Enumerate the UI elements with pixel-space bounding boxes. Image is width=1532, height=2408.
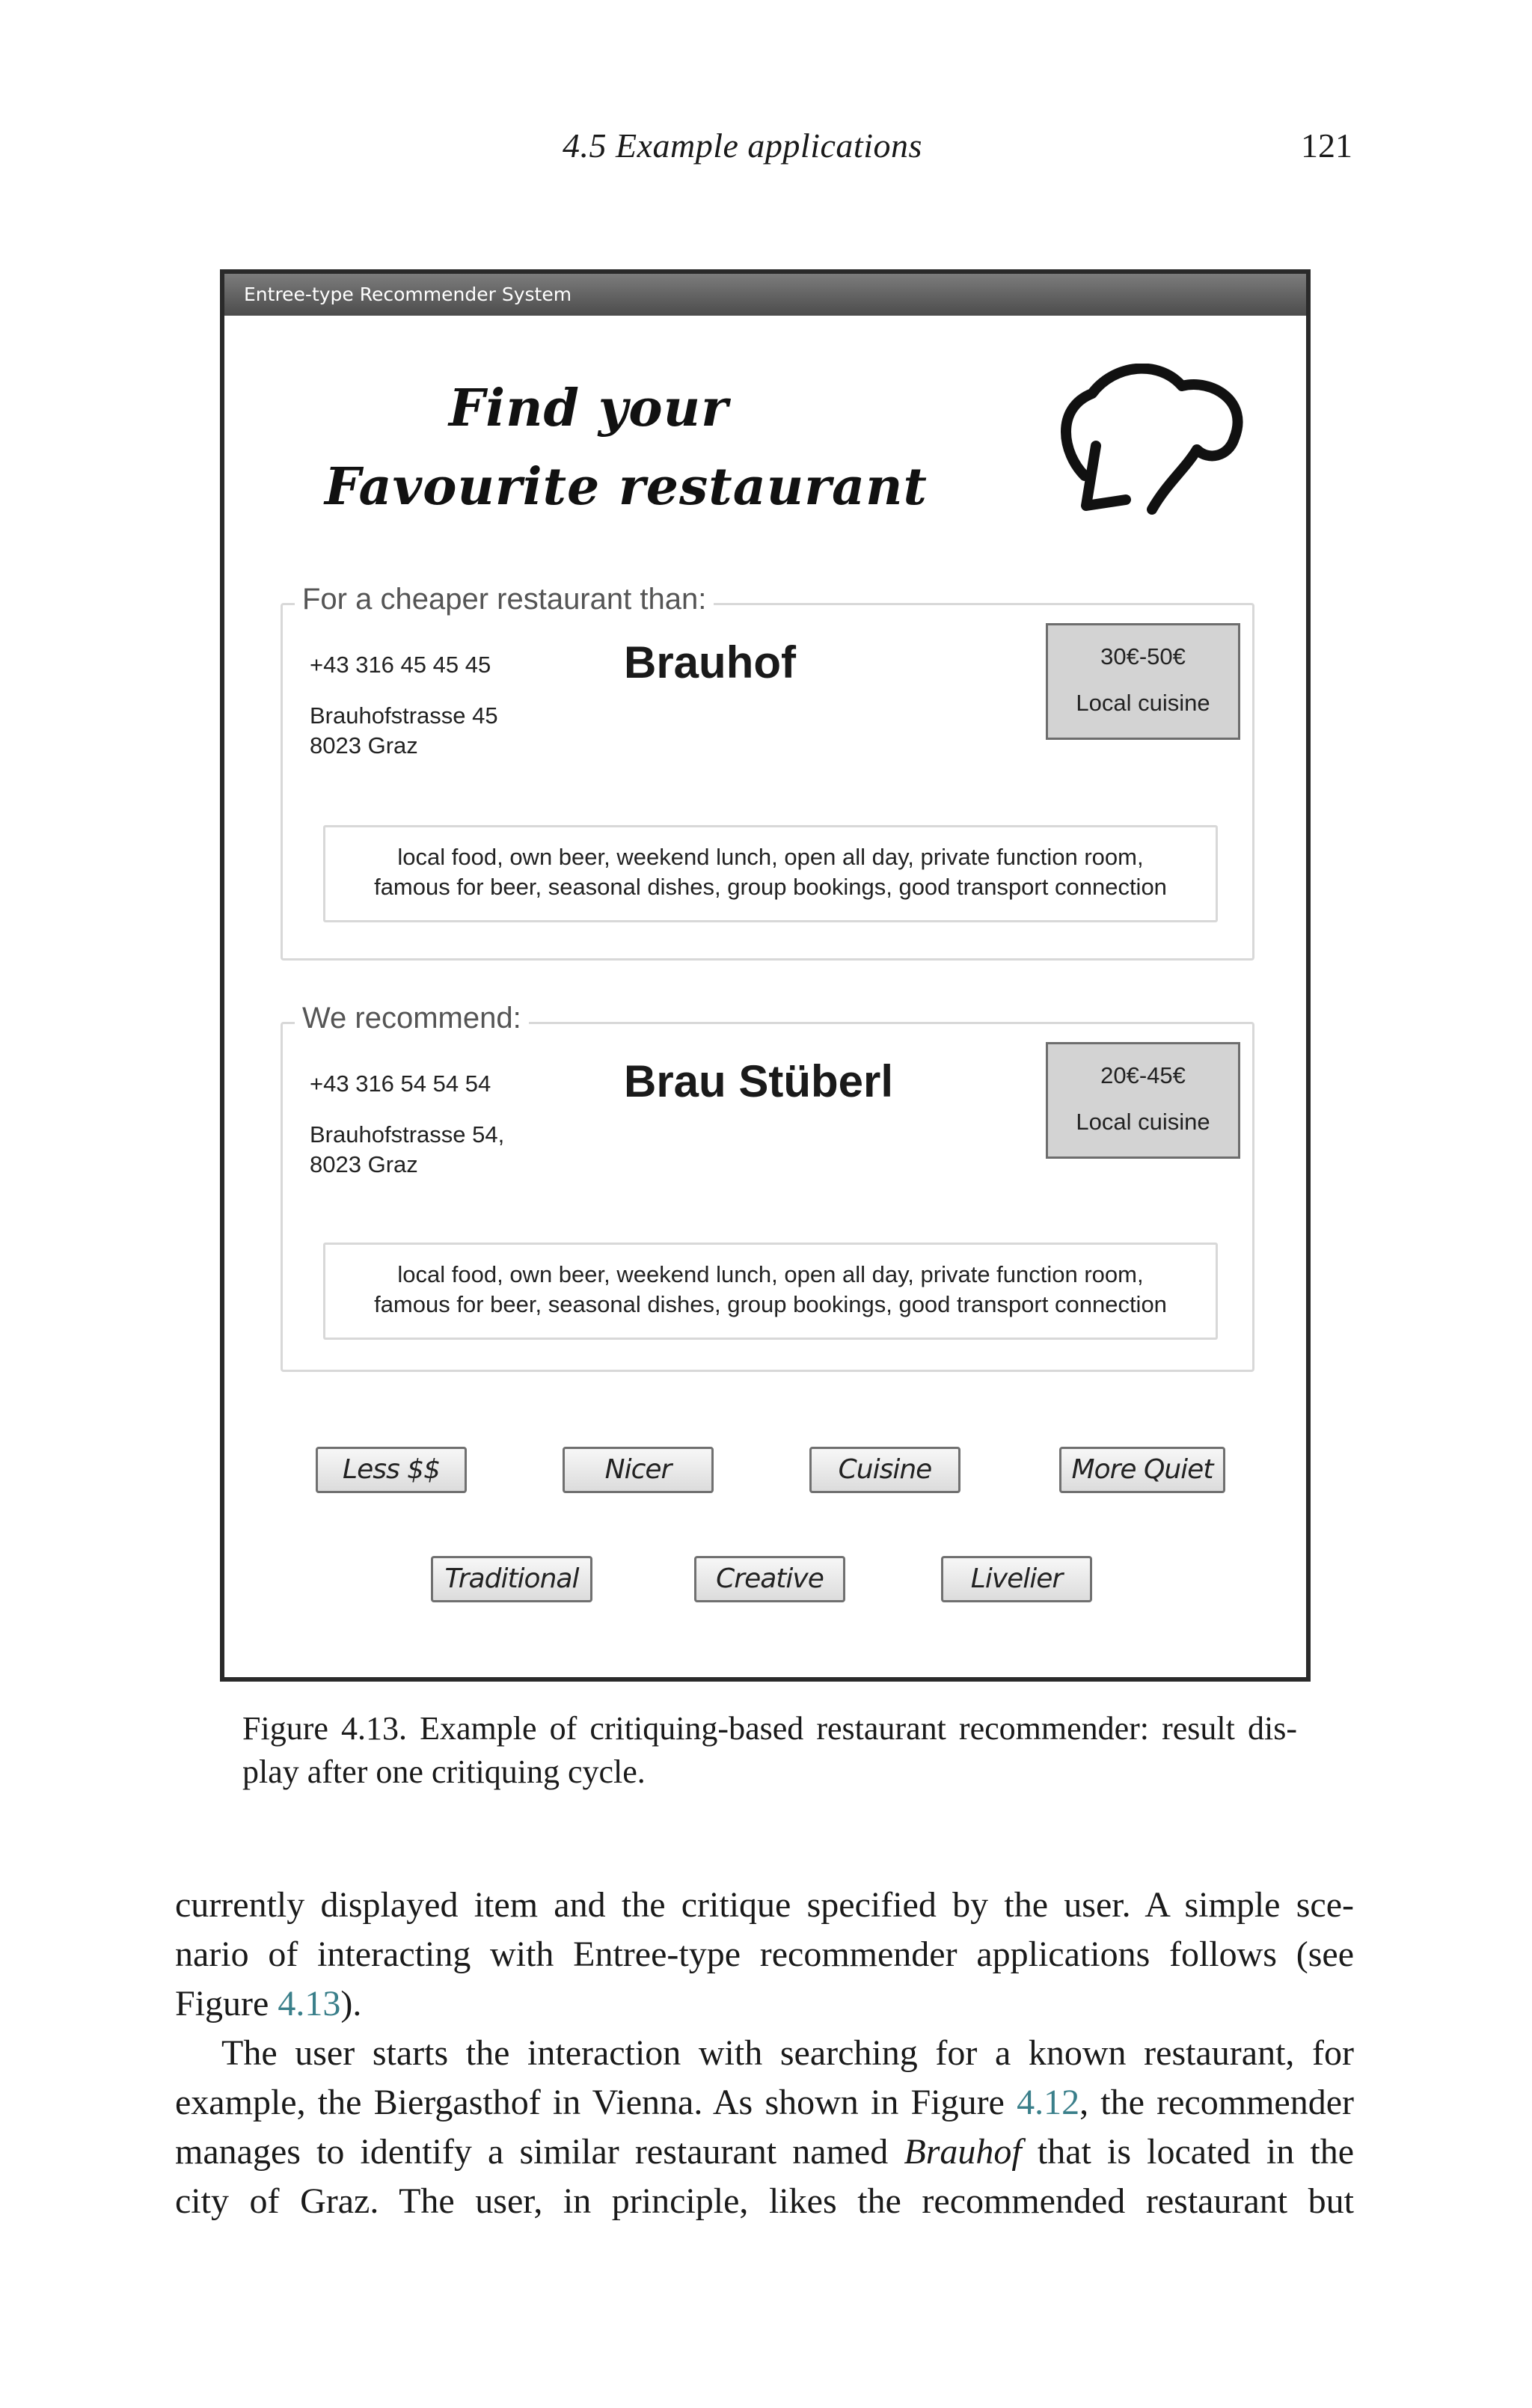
running-head	[0, 126, 1532, 171]
paragraph-text: example, the Biergasthof in Vienna. As shown in Figure	[175, 2083, 1017, 2122]
recommendation-price: 20€-45€	[1100, 1062, 1186, 1088]
paragraph-1	[175, 1881, 1354, 2029]
paragraph-line: The user starts the interaction with searching for a known restaurant, for	[221, 2033, 1354, 2073]
less-cost-button[interactable]: Less $$	[316, 1447, 467, 1493]
running-title: 4.5 Example applications	[563, 126, 922, 165]
recommendation-description	[323, 1243, 1218, 1340]
recommendation-address	[310, 1120, 504, 1180]
headline-line2: Favourite restaurant	[325, 457, 928, 517]
recommendation-cuisine: Local cuisine	[1076, 1109, 1210, 1135]
recommendation-panel	[281, 1002, 1254, 1372]
paragraph-line: currently displayed item and the critique specified by the user. A simple sce-	[175, 1885, 1354, 1925]
reference-address-city: 8023 Graz	[310, 732, 418, 759]
page-number: 121	[1301, 126, 1352, 165]
recommendation-description-line: local food, own beer, weekend lunch, open all day, private function room,	[397, 1261, 1144, 1287]
recommendation-legend: We recommend:	[295, 1002, 529, 1035]
window-titlebar: Entree-type Recommender System	[224, 274, 1306, 316]
figure-reference-link[interactable]: 4.13	[278, 1984, 341, 2023]
figure-caption	[242, 1707, 1297, 1794]
traditional-button[interactable]: Traditional	[431, 1556, 592, 1602]
emphasized-name: Brauhof	[904, 2132, 1022, 2172]
recommendation-address-city: 8023 Graz	[310, 1151, 418, 1177]
recommendation-price-box	[1046, 1042, 1240, 1159]
recommender-window	[220, 269, 1311, 1682]
reference-restaurant-panel	[281, 583, 1254, 961]
paragraph-2	[175, 2029, 1354, 2226]
paragraph-line	[175, 1979, 1354, 2029]
paragraph-line	[175, 2078, 1354, 2127]
creative-button[interactable]: Creative	[694, 1556, 845, 1602]
reference-price: 30€-50€	[1100, 643, 1186, 670]
paragraph-text: that is located in the	[1021, 2132, 1354, 2172]
reference-legend: For a cheaper restaurant than:	[295, 583, 714, 616]
cuisine-button[interactable]: Cuisine	[809, 1447, 960, 1493]
reference-address-street: Brauhofstrasse 45	[310, 702, 498, 729]
paragraph-line	[175, 2127, 1354, 2177]
reference-phone: +43 316 45 45 45	[310, 652, 491, 678]
caption-line: Figure 4.13. Example of critiquing-based restaurant recommender: result dis-	[242, 1710, 1297, 1747]
reference-address	[310, 701, 498, 761]
figure-reference-link[interactable]: 4.12	[1017, 2083, 1080, 2122]
livelier-button[interactable]: Livelier	[941, 1556, 1092, 1602]
recommendation-description-line: famous for beer, seasonal dishes, group bookings, good transport connection	[374, 1291, 1167, 1317]
paragraph-line: city of Graz. The user, in principle, likes the recommended restaurant but	[175, 2181, 1354, 2221]
reference-description	[323, 825, 1218, 922]
reference-description-line: famous for beer, seasonal dishes, group bookings, good transport connection	[374, 874, 1167, 900]
caption-line: play after one critiquing cycle.	[242, 1753, 646, 1790]
paragraph-line: nario of interacting with Entree-type recommender applications follows (see	[175, 1934, 1354, 1974]
more-quiet-button[interactable]: More Quiet	[1059, 1447, 1225, 1493]
reference-price-box	[1046, 623, 1240, 740]
reference-cuisine: Local cuisine	[1076, 690, 1210, 716]
paragraph-text: , the recommender	[1079, 2083, 1354, 2122]
recommendation-address-street: Brauhofstrasse 54,	[310, 1121, 505, 1148]
paragraph-text: Figure	[175, 1984, 278, 2023]
chef-hat-icon	[1055, 364, 1249, 521]
paragraph-text: ).	[340, 1984, 362, 2023]
headline-line1: Find your	[449, 379, 729, 438]
recommendation-restaurant-name: Brau Stüberl	[624, 1056, 894, 1106]
nicer-button[interactable]: Nicer	[563, 1447, 714, 1493]
paragraph-text: manages to identify a similar restaurant named	[175, 2132, 904, 2172]
recommendation-phone: +43 316 54 54 54	[310, 1070, 491, 1097]
reference-description-line: local food, own beer, weekend lunch, open all day, private function room,	[397, 844, 1144, 870]
reference-restaurant-name: Brauhof	[624, 637, 796, 687]
